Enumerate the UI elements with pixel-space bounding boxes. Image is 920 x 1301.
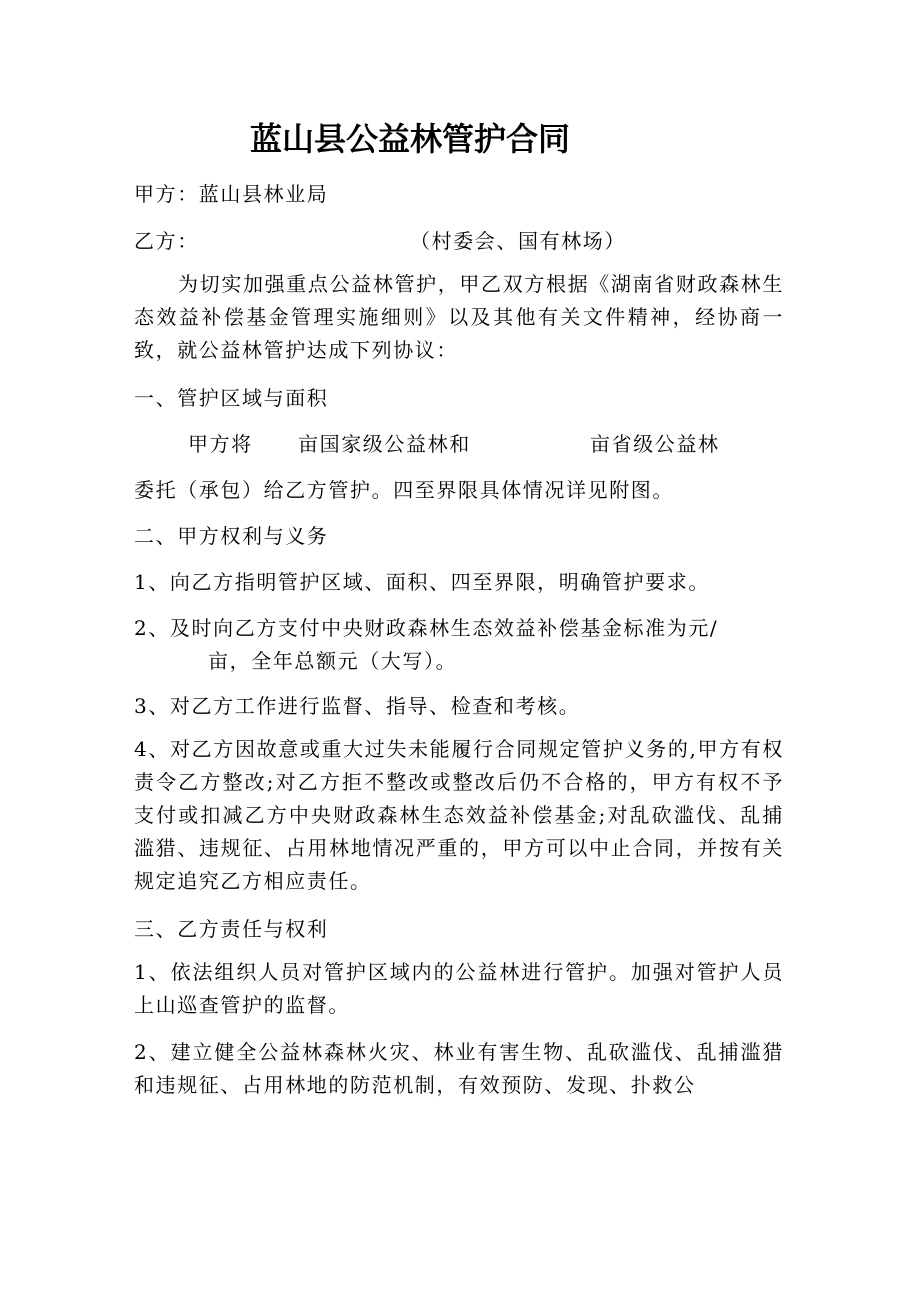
party-b-note: （村委会、国有林场） [410, 229, 626, 253]
section-2-item-1: 1、向乙方指明管护区域、面积、四至界限，明确管护要求。 [134, 570, 710, 594]
section-3-item-2: 2、建立健全公益林森林火灾、林业有害生物、乱砍滥伐、乱捕滥猎和违规征、占用林地的防范机制，有效预防、发现、扑救公 [134, 1040, 784, 1097]
section-1-clause-part1: 甲方将 [188, 432, 253, 456]
section-3-item-1: 1、依法组织人员对管护区域内的公益林进行管护。加强对管护人员上山巡查管护的监督。 [134, 960, 784, 1017]
document-title: 蓝山县公益林管护合同 [250, 120, 571, 158]
preamble-paragraph [134, 268, 784, 367]
section-1-clause-line2: 委托（承包）给乙方管护。四至界限具体情况详见附图。 [134, 478, 674, 502]
section-2-item-3: 3、对乙方工作进行监督、指导、检查和考核。 [134, 694, 581, 718]
section-2-item-4: 4、对乙方因故意或重大过失未能履行合同规定管护义务的,甲方有权责令乙方整改;对乙方拒不整改或整改后仍不合格的，甲方有权不予支付或扣减乙方中央财政森林生态效益补偿基金;对乱砍滥伐、乱捕滥猎、违规征、占用林地情况严重的，甲方可以中止合同，并按有关规定追究乙方相应责任。 [134, 737, 784, 893]
section-1-clause-part3: 亩省级公益林 [590, 432, 720, 456]
section-1-heading: 一、管护区域与面积 [134, 386, 329, 410]
section-2-item-2-line-2: 亩，全年总额元（大写）。 [208, 649, 458, 673]
section-2-item-2-line-1: 2、及时向乙方支付中央财政森林生态效益补偿基金标准为元/ [134, 616, 719, 640]
section-1-clause-part2: 亩国家级公益林和 [298, 432, 471, 456]
party-b-label: 乙方： [134, 229, 199, 253]
section-2-heading: 二、甲方权利与义务 [134, 524, 329, 548]
party-a: 甲方：蓝山县林业局 [134, 182, 329, 206]
preamble-text: 为切实加强重点公益林管护，甲乙双方根据《湖南省财政森林生态效益补偿基金管理实施细则》以及其他有关文件精神，经协商一致，就公益林管护达成下列协议： [134, 272, 784, 362]
section-3-heading: 三、乙方责任与权利 [134, 917, 329, 941]
